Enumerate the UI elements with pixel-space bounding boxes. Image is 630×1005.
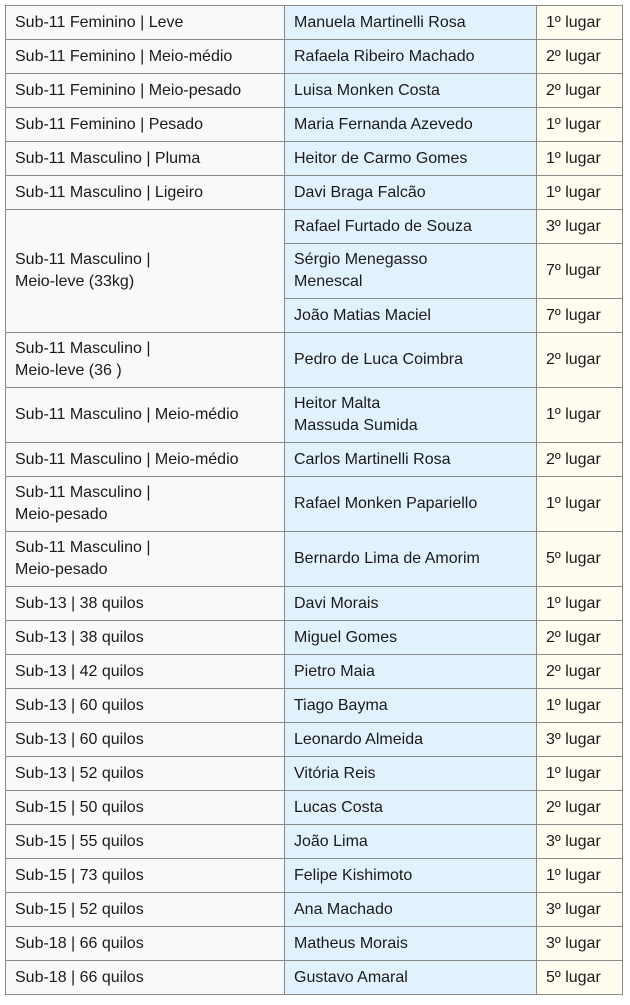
athlete-cell <box>285 443 537 477</box>
placement-cell <box>537 210 623 244</box>
placement-cell <box>537 6 623 40</box>
athlete-cell <box>285 655 537 689</box>
athlete-name: Luisa Monken Costa <box>294 81 440 99</box>
placement-label: 7º lugar <box>546 306 601 324</box>
athlete-name: Rafael Monken Papariello <box>294 495 478 512</box>
category-label: Sub-11 Masculino | Meio-médio <box>15 450 239 468</box>
category-cell <box>6 587 285 621</box>
category-cell <box>6 859 285 893</box>
athlete-name: Davi Braga Falcão <box>294 183 426 201</box>
category-label: Sub-11 Masculino | <box>15 251 151 268</box>
athlete-name: João Matias Maciel <box>294 306 431 324</box>
category-label: Meio-leve (36 ) <box>15 362 122 379</box>
category-label: Sub-15 | 55 quilos <box>15 832 144 850</box>
category-label: Sub-15 | 73 quilos <box>15 866 144 884</box>
placement-label: 3º lugar <box>546 934 601 952</box>
placement-label: 1º lugar <box>546 149 601 167</box>
athlete-name: Ana Machado <box>294 900 393 918</box>
athlete-cell <box>285 927 537 961</box>
placement-cell <box>537 621 623 655</box>
category-cell <box>6 443 285 477</box>
athlete-name: Heitor Malta <box>294 395 381 412</box>
athlete-cell <box>285 176 537 210</box>
athlete-cell <box>285 961 537 995</box>
placement-label: 2º lugar <box>546 351 601 368</box>
table-row <box>6 443 623 477</box>
placement-label: 1º lugar <box>546 866 601 884</box>
placement-cell <box>537 859 623 893</box>
athlete-cell <box>285 757 537 791</box>
placement-label: 3º lugar <box>546 217 601 235</box>
athlete-cell <box>285 477 537 532</box>
category-label: Sub-13 | 60 quilos <box>15 696 144 714</box>
category-label: Meio-pesado <box>15 561 108 578</box>
table-row <box>6 825 623 859</box>
category-cell <box>6 477 285 532</box>
placement-label: 3º lugar <box>546 832 601 850</box>
table-row <box>6 477 623 532</box>
category-label: Sub-11 Masculino | <box>15 484 151 501</box>
table-row <box>6 333 623 388</box>
results-table <box>5 5 623 995</box>
placement-label: 1º lugar <box>546 594 601 612</box>
placement-cell <box>537 443 623 477</box>
athlete-cell <box>285 244 537 299</box>
table-row <box>6 655 623 689</box>
category-label: Sub-13 | 60 quilos <box>15 730 144 748</box>
athlete-cell <box>285 587 537 621</box>
placement-label: 2º lugar <box>546 662 601 680</box>
placement-label: 7º lugar <box>546 262 601 279</box>
table-row <box>6 108 623 142</box>
athlete-name: Rafael Furtado de Souza <box>294 217 472 235</box>
athlete-cell <box>285 825 537 859</box>
athlete-cell <box>285 893 537 927</box>
category-label: Sub-18 | 66 quilos <box>15 968 144 986</box>
category-cell <box>6 689 285 723</box>
placement-cell <box>537 388 623 443</box>
placement-cell <box>537 587 623 621</box>
table-row <box>6 689 623 723</box>
category-label: Meio-leve (33kg) <box>15 273 135 290</box>
category-cell <box>6 74 285 108</box>
table-row <box>6 587 623 621</box>
athlete-name: Davi Morais <box>294 594 379 612</box>
placement-cell <box>537 176 623 210</box>
athlete-name: João Lima <box>294 832 368 850</box>
placement-label: 2º lugar <box>546 47 601 65</box>
table-row <box>6 388 623 443</box>
placement-label: 1º lugar <box>546 696 601 714</box>
category-cell <box>6 893 285 927</box>
placement-cell <box>537 532 623 587</box>
placement-cell <box>537 689 623 723</box>
athlete-cell <box>285 6 537 40</box>
placement-label: 1º lugar <box>546 13 601 31</box>
athlete-cell <box>285 791 537 825</box>
athlete-name: Miguel Gomes <box>294 628 398 646</box>
placement-cell <box>537 244 623 299</box>
category-cell <box>6 388 285 443</box>
category-label: Sub-11 Masculino | <box>15 539 151 556</box>
table-row <box>6 6 623 40</box>
table-row <box>6 927 623 961</box>
category-label: Sub-11 Masculino | Pluma <box>15 149 201 167</box>
athlete-cell <box>285 74 537 108</box>
athlete-cell <box>285 210 537 244</box>
athlete-name: Matheus Morais <box>294 934 408 952</box>
table-row <box>6 893 623 927</box>
athlete-name: Pietro Maia <box>294 662 375 680</box>
placement-label: 3º lugar <box>546 730 601 748</box>
placement-cell <box>537 142 623 176</box>
category-cell <box>6 108 285 142</box>
category-label: Sub-15 | 52 quilos <box>15 900 144 918</box>
athlete-name: Pedro de Luca Coimbra <box>294 351 463 368</box>
table-row <box>6 142 623 176</box>
category-label: Sub-11 Feminino | Pesado <box>15 115 203 133</box>
placement-cell <box>537 477 623 532</box>
athlete-cell <box>285 859 537 893</box>
athlete-cell <box>285 388 537 443</box>
athlete-cell <box>285 723 537 757</box>
category-label: Sub-11 Masculino | Meio-médio <box>15 406 239 423</box>
placement-label: 2º lugar <box>546 450 601 468</box>
athlete-name: Carlos Martinelli Rosa <box>294 450 451 468</box>
athlete-name: Maria Fernanda Azevedo <box>294 115 473 133</box>
athlete-name: Manuela Martinelli Rosa <box>294 13 466 31</box>
category-cell <box>6 532 285 587</box>
category-cell <box>6 621 285 655</box>
category-cell <box>6 142 285 176</box>
table-row <box>6 621 623 655</box>
athlete-cell <box>285 333 537 388</box>
results-table-body <box>6 6 623 995</box>
athlete-cell <box>285 40 537 74</box>
category-label: Sub-13 | 42 quilos <box>15 662 144 680</box>
table-row <box>6 210 623 244</box>
athlete-name: Leonardo Almeida <box>294 730 423 748</box>
category-label: Sub-11 Feminino | Leve <box>15 13 184 31</box>
athlete-name: Heitor de Carmo Gomes <box>294 149 468 167</box>
table-row <box>6 532 623 587</box>
table-row <box>6 74 623 108</box>
placement-cell <box>537 927 623 961</box>
placement-label: 2º lugar <box>546 628 601 646</box>
placement-cell <box>537 333 623 388</box>
category-cell <box>6 655 285 689</box>
athlete-name: Menescal <box>294 273 363 290</box>
athlete-cell <box>285 621 537 655</box>
category-cell <box>6 757 285 791</box>
table-row <box>6 723 623 757</box>
category-label: Sub-15 | 50 quilos <box>15 798 144 816</box>
placement-label: 1º lugar <box>546 406 601 423</box>
category-label: Sub-18 | 66 quilos <box>15 934 144 952</box>
category-label: Sub-13 | 38 quilos <box>15 628 144 646</box>
athlete-name: Vitória Reis <box>294 764 376 782</box>
placement-label: 2º lugar <box>546 81 601 99</box>
placement-cell <box>537 757 623 791</box>
category-cell <box>6 961 285 995</box>
placement-cell <box>537 108 623 142</box>
athlete-name: Lucas Costa <box>294 798 383 816</box>
table-row <box>6 40 623 74</box>
table-row <box>6 791 623 825</box>
placement-cell <box>537 299 623 333</box>
placement-label: 1º lugar <box>546 183 601 201</box>
placement-label: 2º lugar <box>546 798 601 816</box>
athlete-name: Rafaela Ribeiro Machado <box>294 47 475 65</box>
athlete-name: Sérgio Menegasso <box>294 251 428 268</box>
placement-cell <box>537 74 623 108</box>
category-label: Sub-11 Feminino | Meio-pesado <box>15 81 242 99</box>
table-row <box>6 961 623 995</box>
athlete-name: Gustavo Amaral <box>294 968 408 986</box>
placement-cell <box>537 723 623 757</box>
category-cell <box>6 210 285 333</box>
category-label: Sub-11 Masculino | <box>15 340 151 357</box>
placement-label: 3º lugar <box>546 900 601 918</box>
athlete-name: Bernardo Lima de Amorim <box>294 550 480 567</box>
placement-cell <box>537 893 623 927</box>
category-cell <box>6 927 285 961</box>
category-cell <box>6 825 285 859</box>
table-row <box>6 757 623 791</box>
placement-cell <box>537 791 623 825</box>
placement-cell <box>537 40 623 74</box>
category-cell <box>6 176 285 210</box>
category-cell <box>6 791 285 825</box>
category-cell <box>6 6 285 40</box>
category-label: Sub-13 | 52 quilos <box>15 764 144 782</box>
athlete-cell <box>285 142 537 176</box>
placement-cell <box>537 825 623 859</box>
category-label: Meio-pesado <box>15 506 108 523</box>
athlete-name: Tiago Bayma <box>294 696 388 714</box>
placement-label: 5º lugar <box>546 550 601 567</box>
category-cell <box>6 333 285 388</box>
athlete-name: Massuda Sumida <box>294 417 418 434</box>
placement-label: 5º lugar <box>546 968 601 986</box>
athlete-cell <box>285 689 537 723</box>
athlete-cell <box>285 532 537 587</box>
table-row <box>6 859 623 893</box>
placement-label: 1º lugar <box>546 115 601 133</box>
placement-cell <box>537 655 623 689</box>
placement-label: 1º lugar <box>546 495 601 512</box>
athlete-cell <box>285 108 537 142</box>
category-label: Sub-11 Masculino | Ligeiro <box>15 183 203 201</box>
category-label: Sub-11 Feminino | Meio-médio <box>15 47 233 65</box>
athlete-cell <box>285 299 537 333</box>
category-label: Sub-13 | 38 quilos <box>15 594 144 612</box>
athlete-name: Felipe Kishimoto <box>294 866 413 884</box>
category-cell <box>6 40 285 74</box>
placement-cell <box>537 961 623 995</box>
table-row <box>6 176 623 210</box>
placement-label: 1º lugar <box>546 764 601 782</box>
category-cell <box>6 723 285 757</box>
